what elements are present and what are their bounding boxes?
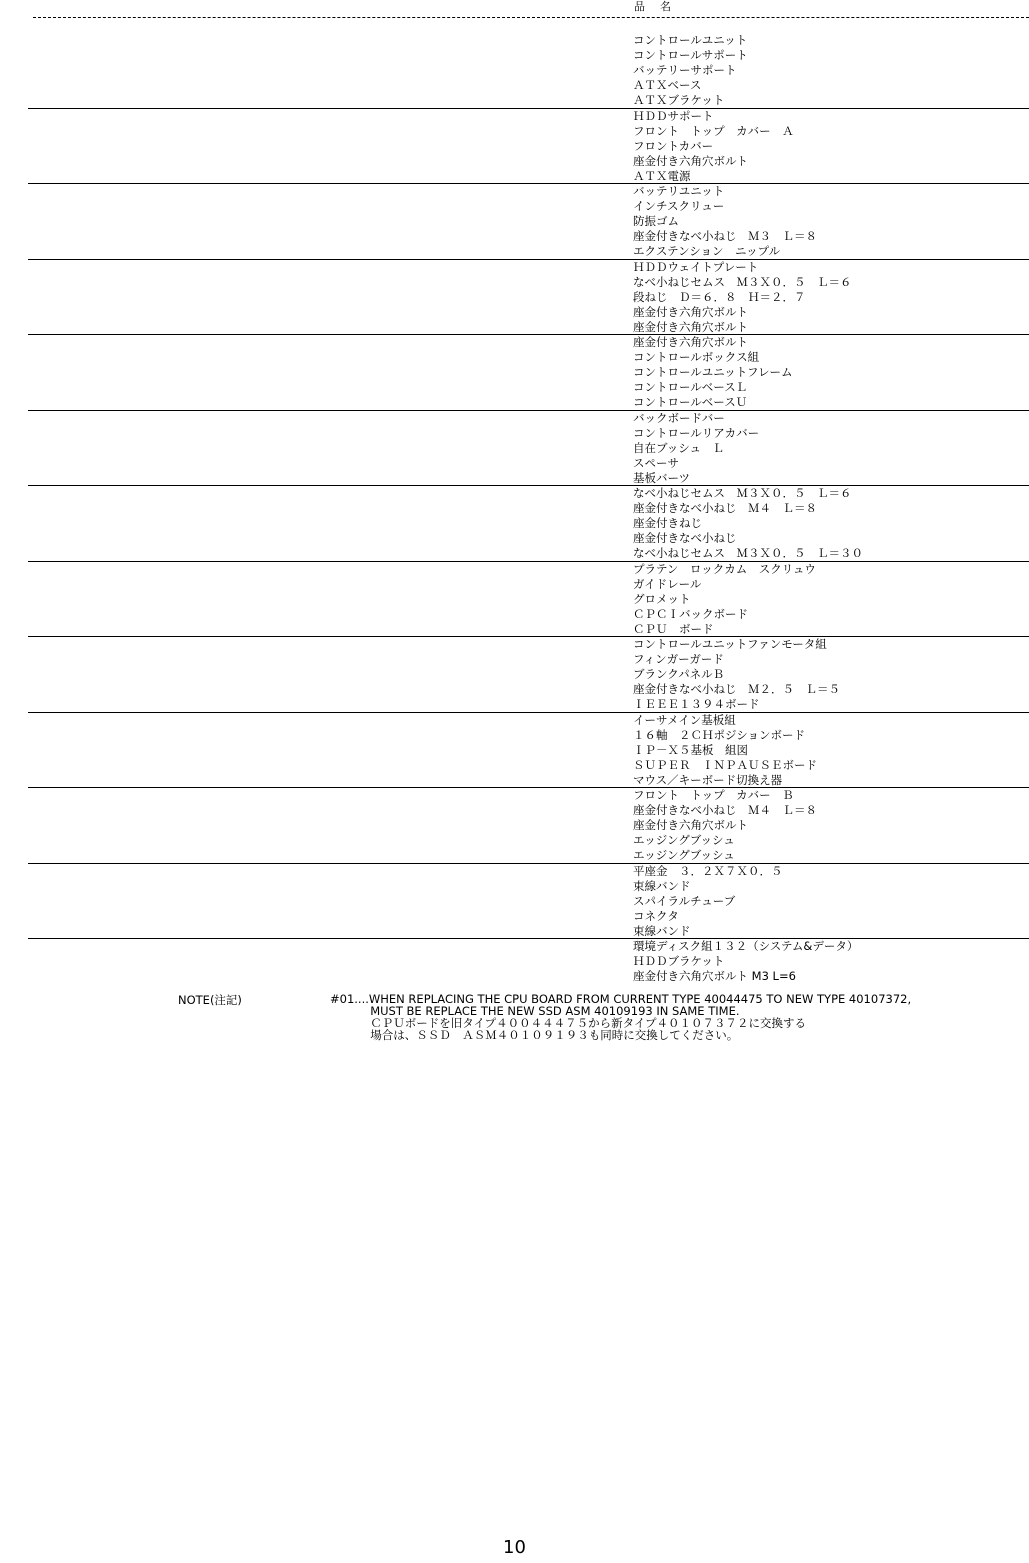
note-line-3: ＣＰＵボードを旧タイプ４００４４４７５から新タイプ４０１０７３７２に交換する — [330, 1016, 807, 1030]
part-name: 座金付きなべ小ねじ Ｍ２．５ Ｌ＝５ — [633, 682, 840, 696]
part-name: エッジングブッシュ — [633, 833, 735, 847]
part-name: ＡＴＸ電源 — [633, 168, 691, 183]
part-name: フロント トップ カバー Ａ — [633, 123, 794, 138]
parts-group — [0, 864, 1029, 940]
part-name: ＩＥＥＥ１３９４ボード — [633, 697, 760, 711]
part-name: ＨＤＤサポート — [633, 108, 714, 123]
parts-group — [0, 260, 1029, 336]
part-name: ＣＰＣＩバックボード — [633, 606, 748, 621]
part-name: スパイラルチューブ — [633, 893, 736, 908]
part-name: コントロールサポート — [633, 48, 748, 62]
part-name: ガイドレール — [633, 576, 702, 591]
part-name: 束線バンド — [633, 878, 691, 893]
parts-group — [0, 184, 1029, 260]
part-name: コントロールベースＬ — [633, 380, 748, 394]
note-label: NOTE(注記) — [178, 993, 242, 1007]
part-name: ＨＤＤウェイトプレート — [633, 259, 759, 274]
note-line-4: 場合は、ＳＳＤ ＡＳＭ４０１０９１９３も同時に交換してください。 — [330, 1028, 739, 1042]
parts-group — [0, 109, 1029, 185]
part-name: 防振ゴム — [633, 214, 679, 228]
part-name: ＣＰＵ ボード — [633, 621, 714, 636]
part-name: 座金付きなべ小ねじ Ｍ３ Ｌ＝８ — [633, 229, 817, 243]
part-name: 座金付き六角穴ボルト — [633, 319, 748, 334]
part-name: 平座金 ３．２Ｘ７Ｘ０．５ — [633, 863, 783, 878]
part-name: 座金付き六角穴ボルト — [633, 153, 748, 168]
parts-group — [0, 562, 1029, 638]
part-name: 座金付きなべ小ねじ Ｍ４ Ｌ＝８ — [633, 803, 817, 817]
part-name: 基板バーツ — [633, 470, 691, 485]
part-name: 座金付きなべ小ねじ Ｍ４ Ｌ＝８ — [633, 501, 817, 515]
part-name: コネクタ — [633, 908, 679, 923]
parts-group — [0, 486, 1029, 562]
part-name: 座金付き六角穴ボルト M3 L=6 — [633, 969, 796, 983]
parts-group — [0, 33, 1029, 109]
part-name: ＡＴＸブラケット — [633, 93, 725, 107]
part-name: ＩＰ－Ｘ５基板 組図 — [633, 742, 748, 757]
parts-list — [0, 33, 1029, 1018]
part-name: 座金付き六角穴ボルト — [633, 304, 748, 319]
page-number: 10 — [503, 1537, 526, 1558]
note-line-2: MUST BE REPLACE THE NEW SSD ASM 40109193 IN SAME TIME. — [330, 1004, 740, 1018]
part-name: ＳＵＰＥＲ ＩＮＰＡＵＳＥボード — [633, 757, 817, 772]
part-name: コントロールユニットファンモータ組 — [633, 637, 827, 651]
part-name: コントロールユニットフレーム — [633, 365, 793, 379]
part-name: コントロールベースＵ — [633, 395, 748, 409]
part-name: コントロールボックス組 — [633, 350, 760, 364]
part-name: 座金付きねじ — [633, 516, 702, 530]
part-name: グロメット — [633, 591, 691, 606]
part-name: プラテン ロックカム スクリュウ — [633, 561, 816, 576]
part-name: 座金付き六角穴ボルト — [633, 818, 748, 832]
part-name: １６軸 ２ＣＨポジションボード — [633, 727, 805, 742]
part-name: バッテリーサポート — [633, 63, 737, 77]
part-name: 座金付きなべ小ねじ — [633, 531, 737, 545]
part-name: 環境ディスク組１３２（システム&データ） — [633, 939, 859, 953]
parts-group — [0, 637, 1029, 713]
part-name: なべ小ねじセムス Ｍ３Ｘ０．５ Ｌ＝６ — [633, 274, 852, 289]
part-name: フロント トップ カバー Ｂ — [633, 788, 794, 802]
part-name: 自在ブッシュ Ｌ — [633, 440, 724, 455]
part-name: フィンガーガード — [633, 652, 724, 666]
part-name: ＡＴＸベース — [633, 78, 702, 92]
part-name: バッテリユニット — [633, 184, 725, 198]
parts-group — [0, 713, 1029, 789]
part-name: イーサメイン基板組 — [633, 712, 736, 727]
column-header-part-name: 品 名 — [634, 0, 673, 13]
parts-group — [0, 335, 1029, 411]
parts-group — [0, 411, 1029, 487]
part-name: エッジングブッシュ — [633, 848, 735, 862]
part-name: コントロールユニット — [633, 33, 748, 47]
part-name: コントロールリアカバー — [633, 425, 760, 440]
part-name: なべ小ねじセムス Ｍ３Ｘ０．５ Ｌ＝６ — [633, 486, 852, 500]
part-name: なべ小ねじセムス Ｍ３Ｘ０．５ Ｌ＝３０ — [633, 546, 863, 560]
part-name: マウス／キーボード切換え器 — [633, 772, 783, 787]
part-name: 段ねじ Ｄ＝６．８ Ｈ＝２．７ — [633, 289, 806, 304]
part-name: フロントカバー — [633, 138, 714, 153]
part-name: スペーサ — [633, 455, 679, 470]
part-name: ブランクパネルＢ — [633, 667, 725, 681]
part-name: バックボードバー — [633, 410, 725, 425]
part-name: 座金付き六角穴ボルト — [633, 335, 748, 349]
part-name: エクステンション ニップル — [633, 244, 781, 258]
note-line-1: #01....WHEN REPLACING THE CPU BOARD FROM CURRENT TYPE 40044475 TO NEW TYPE 40107372, — [330, 992, 912, 1006]
part-name: 束線バンド — [633, 923, 691, 938]
parts-group — [0, 788, 1029, 864]
part-name: ＨＤＤブラケット — [633, 954, 725, 968]
part-name: インチスクリュー — [633, 199, 725, 213]
header-dashed-divider — [33, 17, 1029, 18]
